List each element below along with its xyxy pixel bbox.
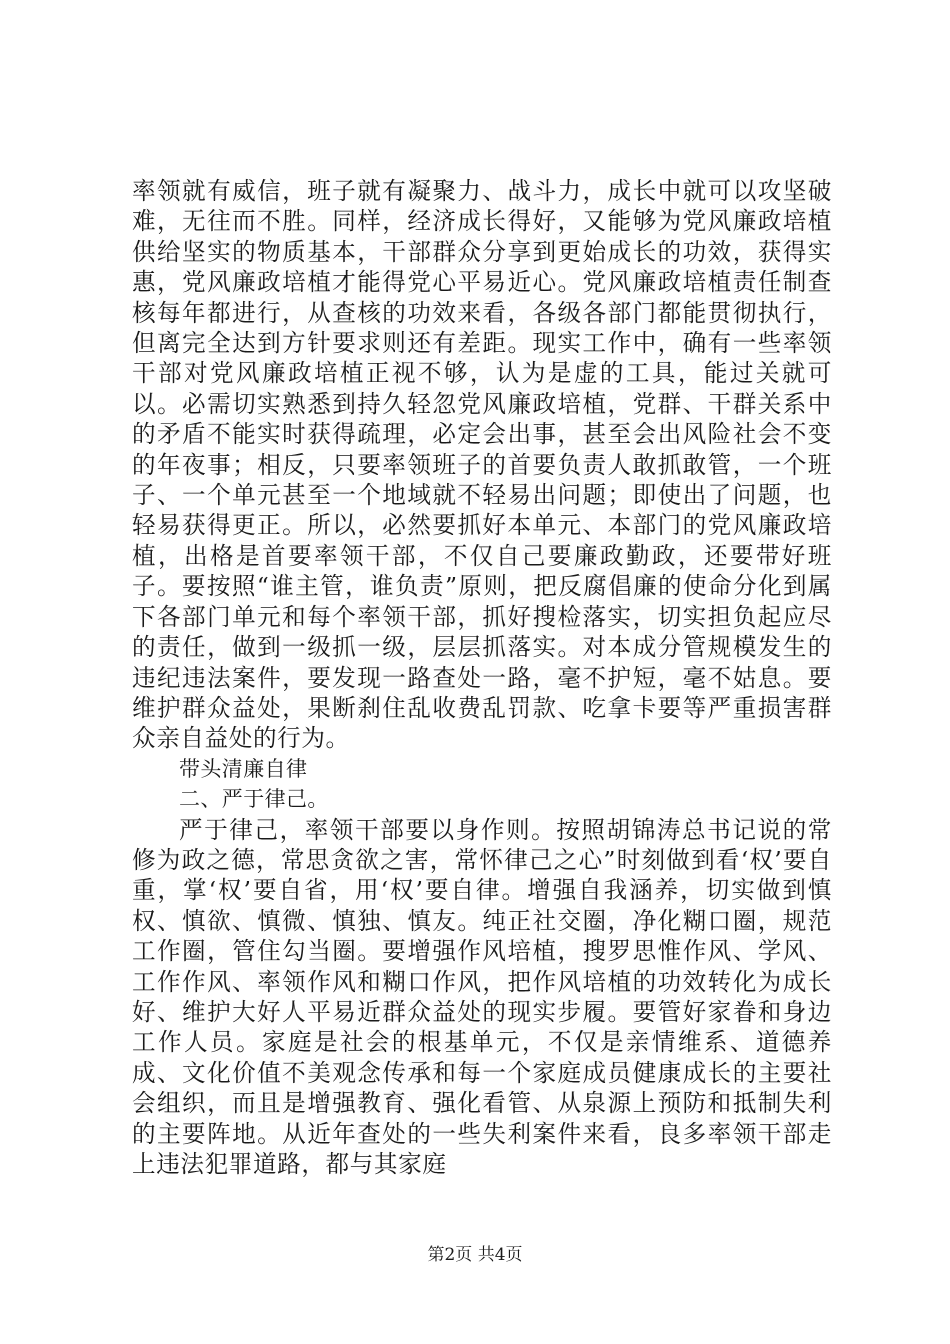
section-heading-lead-clean: 带头清廉自律 [179, 756, 308, 781]
page-number-footer: 第2页 共4页 [427, 1245, 523, 1265]
body-paragraph-1: 率领就有威信，班子就有凝聚力、战斗力，成长中就可以攻坚破难，无往而不胜。同样，经济成长得好，又能够为党风廉政培植供给坚实的物质基本，干部群众分享到更始成长的功效，获得实惠，党风廉政培植才能得党心平易近心。党风廉政培植责任制查核每年都进行，从查核的功效来看，各级各部门都能贯彻执行，但离完全达到方针要求则还有差距。现实工作中，确有一些率领干部对党风廉政培植正视不够，认为是虚的工具，能过关就可以。必需切实熟悉到持久轻忽党风廉政培植，党群、干群关系中的矛盾不能实时获得疏理，必定会出事，甚至会出风险社会不变的年夜事；相反，只要率领班子的首要负责人敢抓敢管，一个班子、一个单元甚至一个地域就不轻易出问题；即使出了问题，也轻易获得更正。所以，必然要抓好本单元、本部门的党风廉政培植，出格是首要率领干部，不仅自己要廉政勤政，还要带好班子。要按照“谁主管，谁负责”原则，把反腐倡廉的使命分化到属下各部门单元和每个率领干部，抓好搜检落实，切实担负起应尽的责任，做到一级抓一级，层层抓落实。对本成分管规模发生的违纪违法案件，要发现一路查处一路，毫不护短，毫不姑息。要维护群众益处，果断刹住乱收费乱罚款、吃拿卡要等严重损害群众亲自益处的行为。 [132, 177, 832, 753]
body-paragraph-2: 严于律己，率领干部要以身作则。按照胡锦涛总书记说的常修为政之德，常思贪欲之害，常怀律己之心”时刻做到看‘权’要自重，掌‘权’要自省，用‘权’要自律。增强自我涵养，切实做到慎权、慎欲、慎微、慎独、慎友。纯正社交圈，净化糊口圈，规范工作圈，管住勾当圈。要增强作风培植，搜罗思惟作风、学风、工作作风、率领作风和糊口作风，把作风培植的功效转化为成长好、维护大好人平易近群众益处的现实步履。要管好家眷和身边工作人员。家庭是社会的根基单元，不仅是亲情维系、道德养成、文化价值不美观念传承和每一个家庭成员健康成长的主要社会组织，而且是增强教育、强化看管、从泉源上预防和抵制失利的主要阵地。从近年查处的一些失利案件来看，良多率领干部走上违法犯罪道路，都与其家庭 [132, 815, 832, 1178]
document-body [132, 176, 832, 1179]
section-heading-strict-self: 二、严于律己。 [179, 787, 329, 812]
